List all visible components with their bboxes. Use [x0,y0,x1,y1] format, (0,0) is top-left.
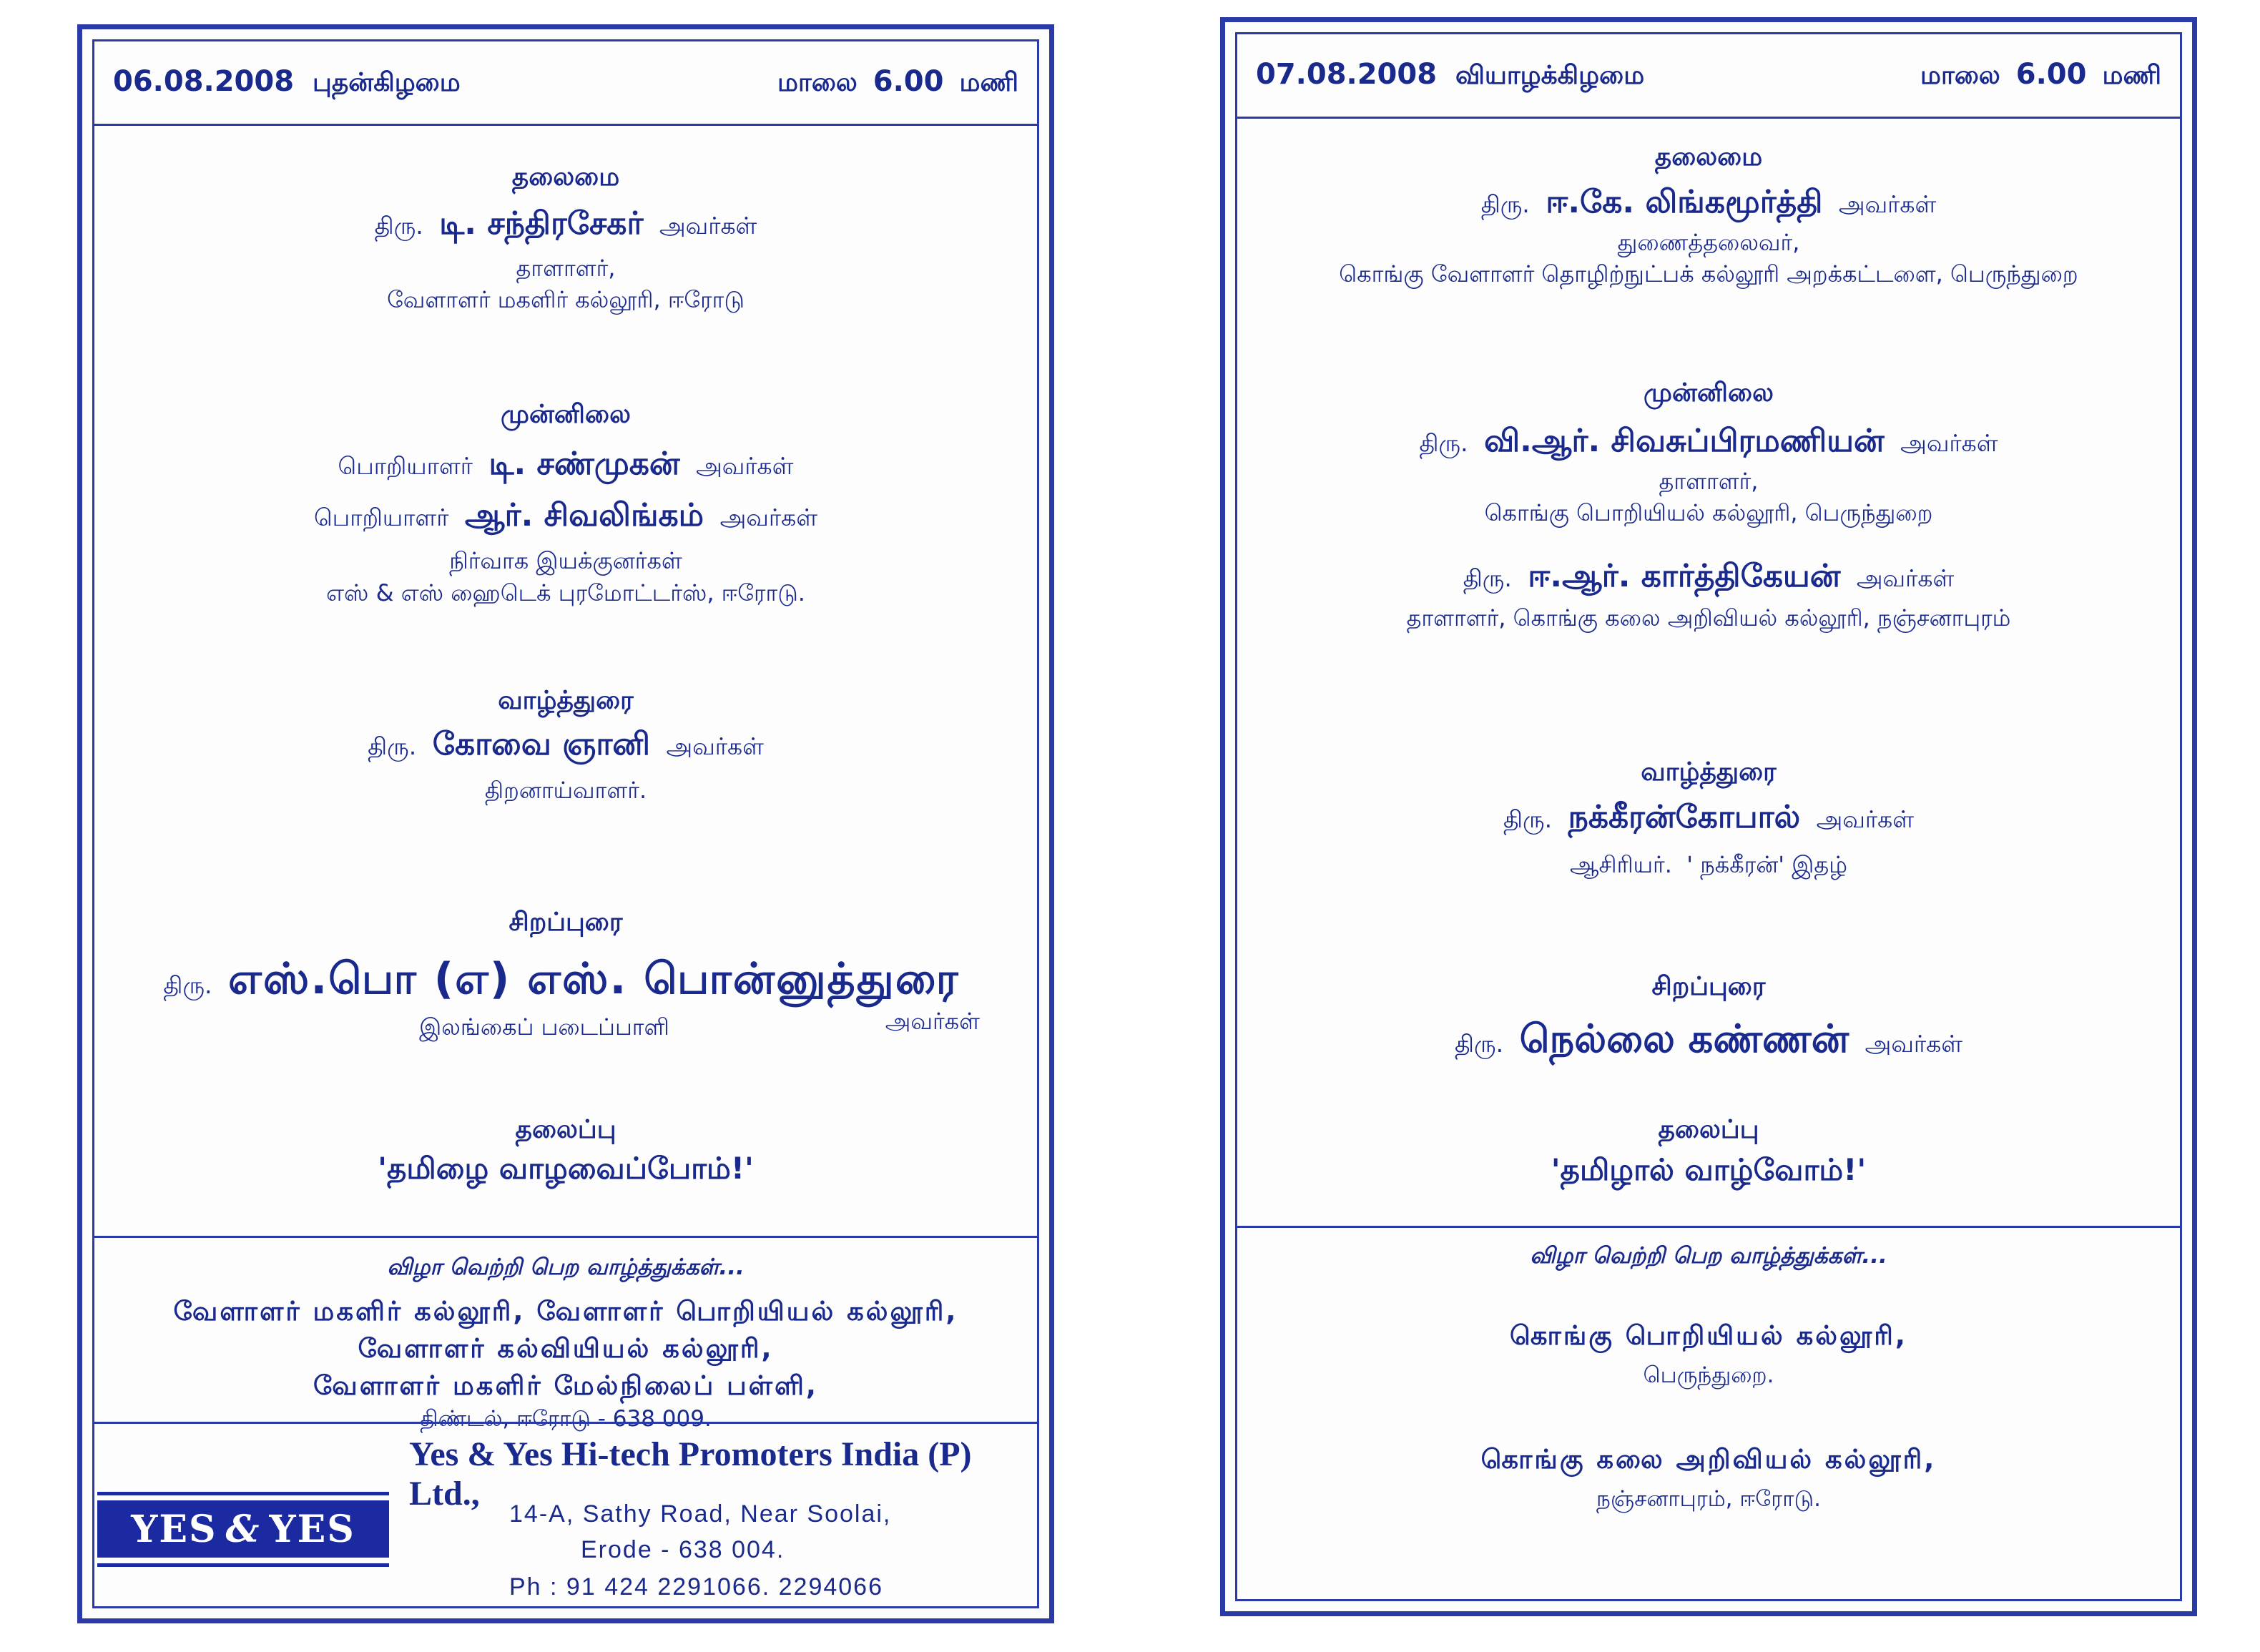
footer-wish: விழா வெற்றி பெற வாழ்த்துக்கள்... [1530,1243,1887,1269]
event-time-unit: மணி [959,67,1018,97]
footer-divider [94,1236,1037,1238]
invitation-card-aug-7 [1220,17,2197,1616]
footer-inst-1: கொங்கு பொறியியல் கல்லூரி, [1510,1320,1907,1351]
chair-suffix: அவர்கள் [1838,190,1937,219]
chair-title: திரு. [374,212,423,240]
presence-2-title: பொறியாளர் [314,503,449,531]
presence-2-name: ஆர். சிவலிங்கம் [464,496,704,534]
topic-label: தலைப்பு [1658,1115,1759,1144]
special-suffix: அவர்கள் [1864,1030,1963,1058]
special-name: எஸ்.பொ (எ) எஸ். பொன்னுத்துரை [228,954,960,1005]
presence-role: நிர்வாக இயக்குனர்கள் [449,546,682,574]
greeting-title: திரு. [368,732,417,761]
footer-place: திண்டல், ஈரோடு - 638 009. [420,1406,712,1432]
logo-right: YES [269,1507,355,1551]
event-time-word: மாலை [1920,60,2000,90]
presence-line-2 [94,494,1037,536]
event-time-word: மாலை [777,67,858,97]
ad-divider [94,1422,1037,1424]
event-day: புதன்கிழமை [313,67,461,97]
presence-label: முன்னிலை [501,400,631,429]
topic-section [94,1114,1037,1190]
chair-name: டி. சந்திரசேகர் [439,205,644,242]
chair-role: துணைத்தலைவர், [1617,228,1800,256]
yes-and-yes-logo [97,1500,389,1558]
presence-1-name: டி. சண்முகன் [488,446,680,483]
special-section [94,907,1037,1054]
topic-text: 'தமிழை வாழவைப்போம்!' [378,1151,754,1186]
footer-place-1: பெருந்துறை. [1643,1362,1774,1388]
footer-place-2: நஞ்சனாபுரம், ஈரோடு. [1596,1485,1821,1512]
presence-org: எஸ் & எஸ் ஹைடெக் புரமோட்டர்ஸ், ஈரோடு. [326,579,805,606]
greeting-role: ஆசிரியர். ' நக்கீரன்' இதழ் [1570,850,1847,878]
logo-rule-top [97,1492,389,1495]
card-frame [1235,32,2182,1601]
presence-1-suffix: அவர்கள் [696,452,794,481]
footer-inst-3: வேளாளர் மகளிர் மேல்நிலைப் பள்ளி, [313,1370,818,1401]
greeting-suffix: அவர்கள் [666,732,764,761]
presence-1-suffix: அவர்கள் [1900,429,1998,458]
special-subline [94,1008,1037,1054]
event-date: 06.08.2008 [113,64,295,98]
presence-line-1 [94,443,1037,485]
footer-inst-1: வேளாளர் மகளிர் கல்லூரி, வேளாளர் பொறியியல் கல்லூரி, [173,1296,958,1327]
company-name: Yes & Yes Hi-tech Promoters India (P) Ltd., [409,1435,972,1513]
footer-inst-2: கொங்கு கலை அறிவியல் கல்லூரி, [1480,1444,1937,1475]
chair-section [94,162,1037,316]
special-suffix: அவர்கள் [885,1008,980,1036]
logo-left: YES [131,1507,217,1551]
chair-org: வேளாளர் மகளிர் கல்லூரி, ஈரோடு [387,286,745,314]
presence-1-role: தாளாளர், [1659,467,1759,495]
topic-label: தலைப்பு [515,1115,616,1144]
presence-1-name: வி.ஆர். சிவசுப்பிரமணியன் [1484,423,1885,460]
logo-rule-bottom [97,1563,389,1567]
greeting-suffix: அவர்கள் [1816,805,1915,834]
chair-section [1237,142,2180,290]
company-address-1: 14-A, Sathy Road, Near Soolai, [509,1500,892,1528]
presence-2-title: திரு. [1463,564,1512,593]
special-title: திரு. [1454,1030,1504,1058]
special-line [1237,1013,2180,1066]
logo-amp: & [225,1507,261,1551]
footer-inst-2: வேளாளர் கல்வியியல் கல்லூரி, [358,1332,774,1364]
invitation-card-aug-6 [77,24,1054,1623]
presence-1-title: பொறியாளர் [338,452,473,481]
card-header [1237,34,2180,119]
special-label: சிறப்புரை [508,908,623,937]
event-time: 6.00 [2015,57,2087,91]
greeting-section [94,685,1037,806]
event-day: வியாழக்கிழமை [1455,60,1645,90]
presence-2-org: தாளாளர், கொங்கு கலை அறிவியல் கல்லூரி, நஞ்சனாபுரம் [1406,604,2011,631]
presence-line-2 [1237,555,2180,597]
presence-section [1237,378,2180,634]
presence-2-suffix: அவர்கள் [719,503,817,531]
greeting-label: வாழ்த்துரை [498,686,634,715]
special-name: நெல்லை கண்ணன் [1519,1016,1849,1062]
greeting-name: கோவை ஞானி [432,726,651,763]
greeting-title: திரு. [1503,805,1553,834]
event-date: 07.08.2008 [1256,57,1438,91]
chair-label: தலைமை [1654,142,1763,172]
greeting-name: நக்கீரன்கோபால் [1568,799,1801,836]
special-role: இலங்கைப் படைப்பாளி [419,1013,669,1041]
chair-name: ஈ.கே. லிங்கமூர்த்தி [1546,184,1823,221]
company-address-2: Erode - 638 004. [581,1536,785,1563]
footer-wish: விழா வெற்றி பெற வாழ்த்துக்கள்... [387,1254,745,1280]
greeting-label: வாழ்த்துரை [1641,757,1777,787]
chair-line [94,202,1037,245]
topic-section [1237,1114,2180,1191]
card-frame [92,39,1039,1608]
event-time-unit: மணி [2102,60,2161,90]
chair-org: கொங்கு வேளாளர் தொழிற்நுட்பக் கல்லூரி அறக்கட்டளை, பெருந்துறை [1339,260,2078,288]
presence-2-suffix: அவர்கள் [1856,564,1955,593]
card-header [94,41,1037,126]
presence-line-1 [1237,420,2180,462]
presence-2-name: ஈ.ஆர். கார்த்திகேயன் [1528,558,1841,595]
presence-label: முன்னிலை [1644,378,1774,408]
chair-suffix: அவர்கள் [659,212,757,240]
chair-role: தாளாளர், [516,254,616,282]
chair-title: திரு. [1480,190,1530,219]
footer-divider [1237,1226,2180,1228]
special-label: சிறப்புரை [1651,972,1766,1001]
presence-1-org: கொங்கு பொறியியல் கல்லூரி, பெருந்துறை [1484,499,1933,527]
special-section [1237,971,2180,1066]
greeting-line [94,723,1037,765]
special-title: திரு. [163,971,212,1000]
greeting-line [1237,796,2180,838]
greeting-section [1237,757,2180,880]
event-time: 6.00 [873,64,944,98]
topic-text: 'தமிழால் வாழ்வோம்!' [1551,1152,1867,1188]
chair-line [1237,181,2180,223]
footer-section [94,1254,1037,1435]
greeting-role: திறனாய்வாளர். [484,776,647,804]
company-phone: Ph : 91 424 2291066. 2294066 [509,1573,883,1601]
presence-1-title: திரு. [1419,429,1468,458]
special-line [94,950,1037,1008]
presence-section [94,399,1037,609]
footer-section [1237,1243,2180,1515]
chair-label: தலைமை [511,162,620,192]
